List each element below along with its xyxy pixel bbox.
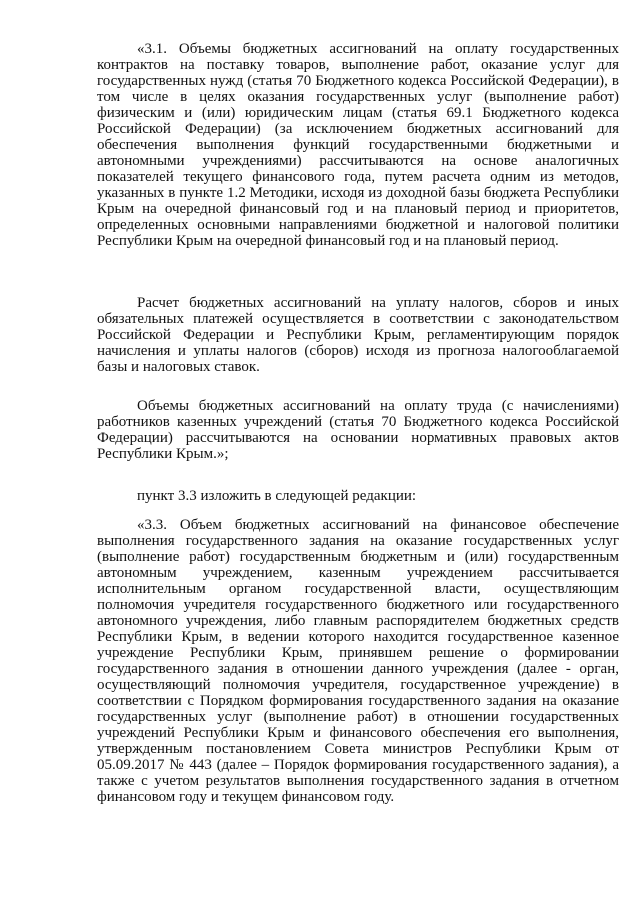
paragraph-3-1: «3.1. Объемы бюджетных ассигнований на оплату государственных контрактов на поставку товаров, выполнение работ, оказание услуг для государственных нужд (статья 70 Бюджетного кодекса Российской Федерации), в том числе в целях оказания государственных услуг (выполнение работ) физическим и (или) юридическим лицам (статья 69.1 Бюджетного кодекса Российской Федерации) (за исключением бюджетных ассигнований для обеспечения выполнения функций государственными бюджетными и автономными учреждениями) рассчитываются на основе аналогичных показателей текущего финансового года, путем расчета одним из методов, указанных в пункте 1.2 Методики, исходя из доходной базы бюджета Республики Крым на очередной финансовый год и на плановый период и приоритетов, определенных основными направлениями бюджетной и налоговой политики Республики Крым на очередной финансовый год и на плановый период. xyxy=(97,41,619,249)
paragraph-labor: Объемы бюджетных ассигнований на оплату труда (с начислениями) работников казенных учреждений (статья 70 Бюджетного кодекса Российской Федерации) рассчитываются на основании нормативных правовых актов Республики Крым.»; xyxy=(97,398,619,462)
paragraph-taxes: Расчет бюджетных ассигнований на уплату налогов, сборов и иных обязательных платежей осуществляется в соответствии с законодательством Российской Федерации и Республики Крым, регламентирующим порядок начисления и уплаты налогов (сборов) исходя из прогноза налогооблагаемой базы и налоговых ставок. xyxy=(97,295,619,375)
paragraph-3-3: «3.3. Объем бюджетных ассигнований на финансовое обеспечение выполнения государственного задания на оказание государственных услуг (выполнение работ) государственным бюджетным и (или) государственным автономным учреждением, казенным учреждением рассчитывается исполнительным органом государственной власти, осуществляющим полномочия учредителя государственного бюджетного или государственного автономного учреждения, либо главным распорядителем бюджетных средств Республики Крым, в ведении которого находится государственное казенное учреждение Республики Крым, принявшем решение о формировании государственного задания в отношении данного учреждения (далее - орган, осуществляющий полномочия учредителя, государственное учреждение) в соответствии с Порядком формирования государственного задания на оказание государственных услуг (выполнение работ) в отношении государственных учреждений Республики Крым и финансового обеспечения его выполнения, утвержденным постановлением Совета министров Республики Крым от 05.09.2017 № 443 (далее – Порядок формирования государственного задания), а также с учетом результатов выполнения государственного задания в отчетном финансовом году и текущем финансовом году. xyxy=(97,517,619,805)
paragraph-amendment-instruction: пункт 3.3 изложить в следующей редакции: xyxy=(137,488,417,504)
